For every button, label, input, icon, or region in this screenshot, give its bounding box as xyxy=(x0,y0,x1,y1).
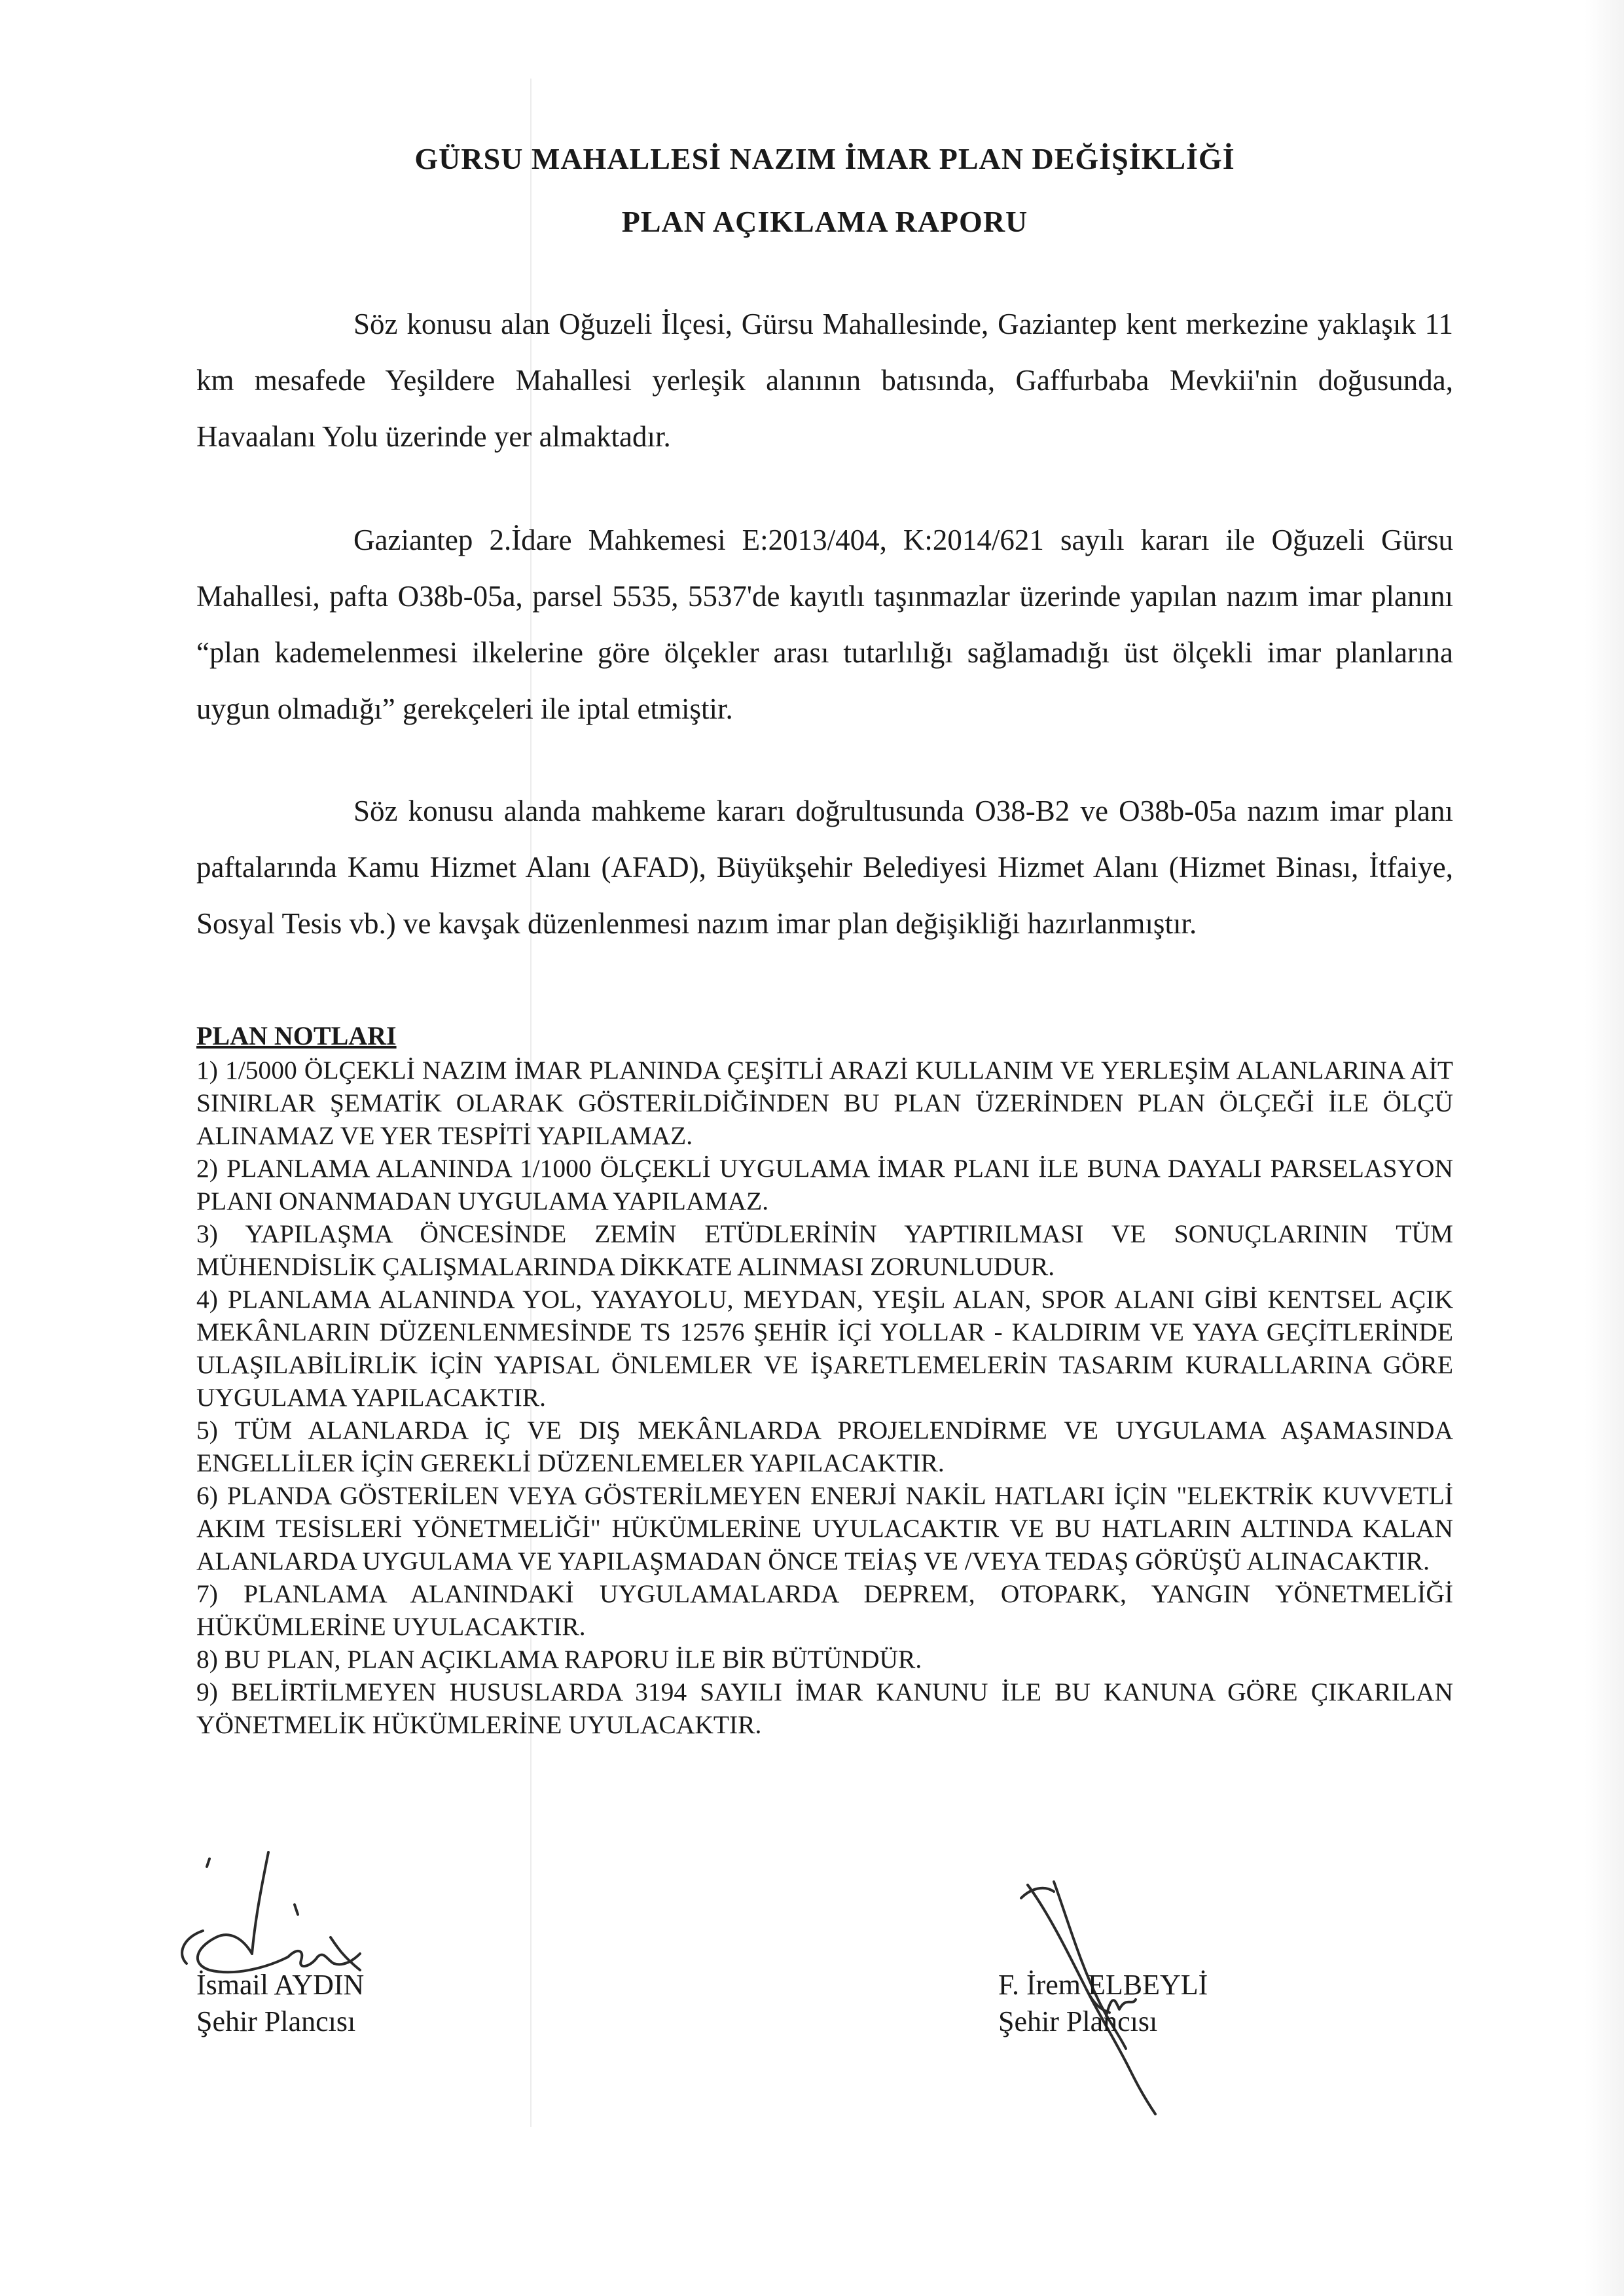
plan-note: 9) BELİRTİLMEYEN HUSUSLARDA 3194 SAYILI İMAR KANUNU İLE BU KANUNA GÖRE ÇIKARILAN YÖNETMELİK HÜKÜMLERİNE UYULACAKTIR. xyxy=(196,1677,1453,1739)
paragraph-plan-change: Söz konusu alanda mahkeme kararı doğrultusunda O38-B2 ve O38b-05a nazım imar planı paftalarında Kamu Hizmet Alanı (AFAD), Büyükşehir Belediyesi Hizmet Alanı (Hizmet Binası, İtfaiye, Sosyal Tesis vb.) ve kavşak düzenlenmesi nazım imar plan değişikliği hazırlanmıştır. xyxy=(196,795,1453,940)
paragraph-court-decision: Gaziantep 2.İdare Mahkemesi E:2013/404, K:2014/621 sayılı kararı ile Oğuzeli Gürsu Mahallesi, pafta O38b-05a, parsel 5535, 5537'de kayıtlı taşınmazlar üzerinde yapılan nazım imar planını “plan kademelenmesi ilkelerine göre ölçekler arası tutarlılığı sağlamadığı üst ölçekli imar planlarına uygun olmadığı” gerekçeleri ile iptal etmiştir. xyxy=(196,524,1453,725)
document-header xyxy=(196,136,1453,262)
paragraph-location: Söz konusu alan Oğuzeli İlçesi, Gürsu Mahallesinde, Gaziantep kent merkezine yaklaşık 11 km mesafede Yeşildere Mahallesi yerleşik alanının batısında, Gaffurbaba Mevkii'nin doğusunda, Havaalanı Yolu üzerinde yer almaktadır. xyxy=(196,308,1453,453)
plan-note: 2) PLANLAMA ALANINDA 1/1000 ÖLÇEKLİ UYGULAMA İMAR PLANI İLE BUNA DAYALI PARSELASYON PLANI ONANMADAN UYGULAMA YAPILAMAZ. xyxy=(196,1154,1453,1215)
signature-block-left xyxy=(196,1967,364,2040)
signatory-title: Şehir Plancısı xyxy=(196,2005,356,2037)
plan-note: 5) TÜM ALANLARDA İÇ VE DIŞ MEKÂNLARDA PROJELENDİRME VE UYGULAMA AŞAMASINDA ENGELLİLER İÇİN GEREKLİ DÜZENLEMELER YAPILACAKTIR. xyxy=(196,1416,1453,1477)
plan-notes-list xyxy=(196,1054,1453,1741)
signature-block-right xyxy=(998,1967,1208,2040)
document-subtitle: PLAN AÇIKLAMA RAPORU xyxy=(621,205,1028,238)
plan-note: 6) PLANDA GÖSTERİLEN VEYA GÖSTERİLMEYEN ENERJİ NAKİL HATLARI İÇİN "ELEKTRİK KUVVETLİ AKIM TESİSLERİ YÖNETMELİĞİ" HÜKÜMLERİNE UYULACAKTIR VE BU HATLARIN ALTINDA KALAN ALANLARDA UYGULAMA VE YAPILAŞMADAN ÖNCE TEİAŞ VE /VEYA TEDAŞ GÖRÜŞÜ ALINACAKTIR. xyxy=(196,1481,1453,1575)
document-title: GÜRSU MAHALLESİ NAZIM İMAR PLAN DEĞİŞİKLİĞİ xyxy=(414,142,1235,175)
signatory-title: Şehir Plancısı xyxy=(998,2005,1158,2037)
signatory-name: F. İrem ELBEYLİ xyxy=(998,1969,1208,2001)
signatory-name: İsmail AYDIN xyxy=(196,1969,365,2001)
plan-notes-heading: PLAN NOTLARI xyxy=(196,1021,397,1050)
plan-note: 7) PLANLAMA ALANINDAKİ UYGULAMALARDA DEPREM, OTOPARK, YANGIN YÖNETMELİĞİ HÜKÜMLERİNE UYULACAKTIR. xyxy=(196,1579,1453,1641)
plan-note: 8) BU PLAN, PLAN AÇIKLAMA RAPORU İLE BİR BÜTÜNDÜR. xyxy=(196,1645,922,1674)
plan-note: 1) 1/5000 ÖLÇEKLİ NAZIM İMAR PLANINDA ÇEŞİTLİ ARAZİ KULLANIM VE YERLEŞİM ALANLARINA AİT SINIRLAR ŞEMATİK OLARAK GÖSTERİLDİĞİNDEN BU PLAN ÜZERİNDEN PLAN ÖLÇEĞİ İLE ÖLÇÜ ALINAMAZ VE YER TESPİTİ YAPILAMAZ. xyxy=(196,1056,1453,1150)
plan-note: 3) YAPILAŞMA ÖNCESİNDE ZEMİN ETÜDLERİNİN YAPTIRILMASI VE SONUÇLARININ TÜM MÜHENDİSLİK ÇALIŞMALARINDA DİKKATE ALINMASI ZORUNLUDUR. xyxy=(196,1219,1453,1281)
signature-scribble-left xyxy=(164,1839,412,1983)
page-edge-shadow xyxy=(1585,0,1624,2296)
plan-note: 4) PLANLAMA ALANINDA YOL, YAYAYOLU, MEYDAN, YEŞİL ALAN, SPOR ALANI GİBİ KENTSEL AÇIK MEKÂNLARIN DÜZENLENMESİNDE TS 12576 ŞEHİR İÇİ YOLLAR - KALDIRIM VE YAYA GEÇİTLERİNDE ULAŞILABİLİRLİK İÇİN YAPISAL ÖNLEMLER VE İŞARETLEMELERİN TASARIM KURALLARINA GÖRE UYGULAMA YAPILACAKTIR. xyxy=(196,1285,1453,1412)
